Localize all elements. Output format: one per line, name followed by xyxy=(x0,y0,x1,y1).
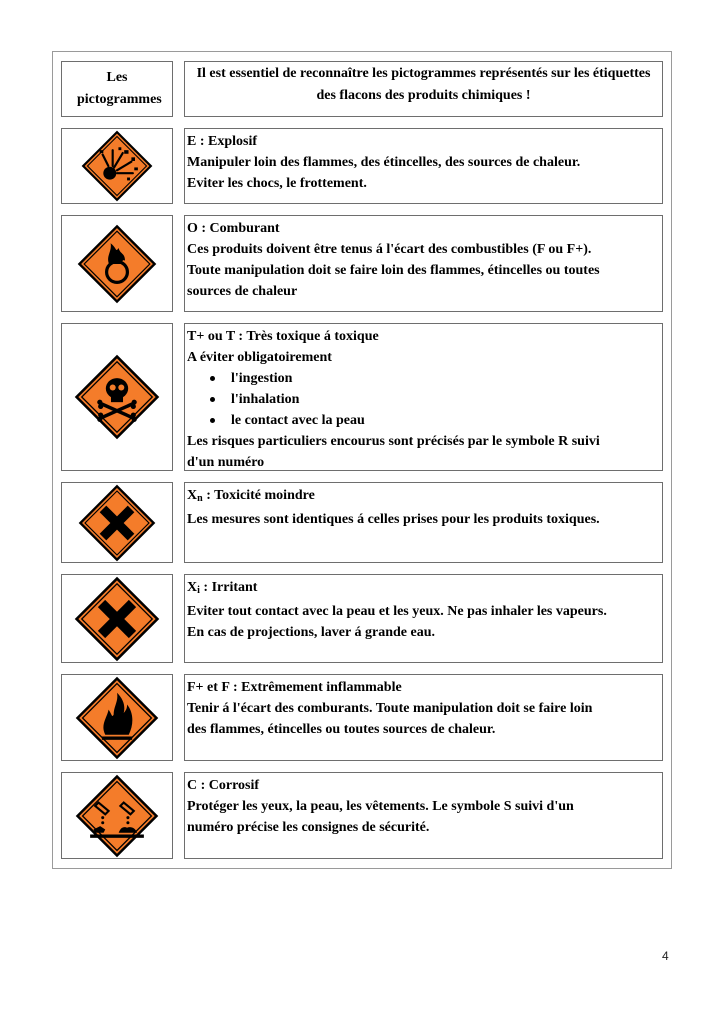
hazard-line: Protéger les yeux, la peau, les vêtements. Le symbole S suivi d'un xyxy=(187,799,574,814)
hazard-title: F+ et F : Extrêmement inflammable xyxy=(187,680,402,695)
toxic-icon xyxy=(74,354,160,440)
pictogram-cell-oxidizing xyxy=(61,215,173,312)
hazard-line: Manipuler loin des flammes, des étincelles, des sources de chaleur. xyxy=(187,155,581,170)
hazard-title: O : Comburant xyxy=(187,221,280,236)
hazard-line: Eviter les chocs, le frottement. xyxy=(187,176,367,191)
hazard-title: C : Corrosif xyxy=(187,778,260,793)
hazard-line: Eviter tout contact avec la peau et les yeux. Ne pas inhaler les vapeurs. xyxy=(187,604,607,619)
title-subscript: i xyxy=(197,585,200,596)
oxidizing-icon xyxy=(77,224,157,304)
hazard-line: des flammes, étincelles ou toutes sources de chaleur. xyxy=(187,722,496,737)
hazard-title xyxy=(187,577,662,601)
pictogram-cell-flammable xyxy=(61,674,173,761)
hazard-line: En cas de projections, laver á grande eau. xyxy=(187,625,435,640)
hazard-line: Ces produits doivent être tenus á l'écart des combustibles (F ou F+). xyxy=(187,242,592,257)
pictogram-cell-harmful xyxy=(61,482,173,563)
description-cell-toxic xyxy=(184,323,663,471)
hazard-title xyxy=(187,485,662,509)
title-rest: : Irritant xyxy=(199,580,258,595)
title-main: X xyxy=(187,580,198,595)
pictogram-cell-explosive xyxy=(61,128,173,204)
header-label-cell xyxy=(61,61,173,117)
hazard-line: Tenir á l'écart des comburants. Toute manipulation doit se faire loin xyxy=(187,701,593,716)
description-cell-harmful xyxy=(184,482,663,563)
description-cell-corrosive xyxy=(184,772,663,859)
hazard-line: Toute manipulation doit se faire loin des flammes, étincelles ou toutes xyxy=(187,263,600,278)
description-cell-explosive xyxy=(184,128,663,204)
header-intro: Il est essentiel de reconnaître les pictogrammes représentés sur les étiquettes des flacons des produits chimiques ! xyxy=(196,66,651,103)
irritant-icon xyxy=(74,576,160,662)
pictogram-cell-corrosive xyxy=(61,772,173,859)
pictogram-cell-irritant xyxy=(61,574,173,663)
pictogram-cell-toxic xyxy=(61,323,173,471)
corrosive-icon xyxy=(75,774,159,858)
header-label: Les pictogrammes xyxy=(77,70,162,107)
hazard-line: numéro précise les consignes de sécurité. xyxy=(187,820,430,835)
list-item: le contact avec la peau xyxy=(187,410,662,431)
description-cell-flammable xyxy=(184,674,663,761)
list-item: l'ingestion xyxy=(187,368,662,389)
harmful-icon xyxy=(78,484,156,562)
title-main: X xyxy=(187,488,198,503)
hazard-intro: A éviter obligatoirement xyxy=(187,350,332,365)
hazard-bullet-list xyxy=(187,368,662,431)
description-cell-irritant xyxy=(184,574,663,663)
header-intro-cell xyxy=(184,61,663,117)
explosive-icon xyxy=(81,130,153,202)
hazard-title: E : Explosif xyxy=(187,134,258,149)
hazard-line: sources de chaleur xyxy=(187,284,298,299)
hazard-title: T+ ou T : Très toxique á toxique xyxy=(187,329,379,344)
description-cell-oxidizing xyxy=(184,215,663,312)
title-rest: : Toxicité moindre xyxy=(202,488,315,503)
hazard-line: Les mesures sont identiques á celles prises pour les produits toxiques. xyxy=(187,512,600,527)
flammable-icon xyxy=(75,676,159,760)
title-subscript: n xyxy=(197,493,203,504)
hazard-line: Les risques particuliers encourus sont précisés par le symbole R suivi xyxy=(187,434,600,449)
hazard-line: d'un numéro xyxy=(187,455,265,470)
list-item: l'inhalation xyxy=(187,389,662,410)
page-number: 4 xyxy=(662,949,669,963)
